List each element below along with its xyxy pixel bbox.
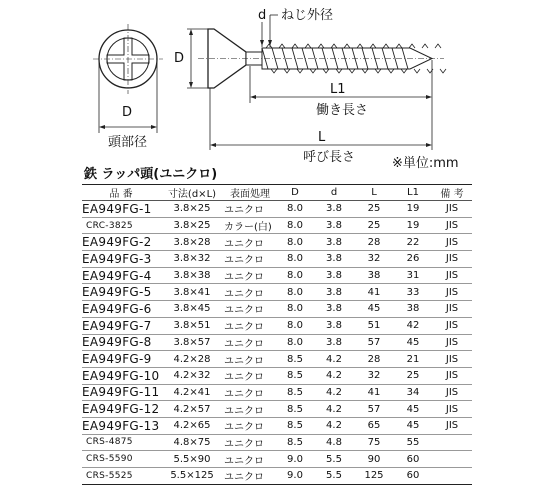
table-row <box>82 201 472 218</box>
cell-remarks: JIS <box>432 367 472 384</box>
cell-L: 28 <box>354 351 394 368</box>
cell-d: 3.8 <box>314 284 354 301</box>
cell-size: 5.5×90 <box>160 451 224 468</box>
cell-size: 3.8×25 <box>160 217 224 234</box>
cell-part-number: EA949FG-12 <box>82 402 160 417</box>
cell-L: 38 <box>354 267 394 284</box>
cell-d: 4.2 <box>314 351 354 368</box>
cell-L1: 22 <box>394 234 432 251</box>
cell-D: 8.0 <box>276 334 314 351</box>
cell-L: 57 <box>354 334 394 351</box>
cell-L: 57 <box>354 401 394 418</box>
cell-size: 3.8×28 <box>160 234 224 251</box>
cell-finish: ユニクロ <box>224 251 276 268</box>
table-row <box>82 317 472 334</box>
cell-part-number: EA949FG-4 <box>82 267 160 284</box>
cell-d: 3.8 <box>314 301 354 318</box>
cell-finish: ユニクロ <box>224 367 276 384</box>
cell-L: 51 <box>354 317 394 334</box>
cell-finish: ユニクロ <box>224 468 276 485</box>
cell-remarks: JIS <box>432 317 472 334</box>
cell-L: 65 <box>354 417 394 434</box>
table-row <box>82 217 472 234</box>
cell-finish: ユニクロ <box>224 317 276 334</box>
cell-L: 32 <box>354 251 394 268</box>
label-D-front: D <box>122 105 133 120</box>
cell-L1: 31 <box>394 267 432 284</box>
cell-L: 45 <box>354 301 394 318</box>
cell-finish: ユニクロ <box>224 434 276 451</box>
cell-L1: 45 <box>394 334 432 351</box>
label-thread-diameter: ねじ外径 <box>281 8 334 23</box>
cell-d: 4.2 <box>314 401 354 418</box>
cell-L: 75 <box>354 434 394 451</box>
cell-remarks: JIS <box>432 267 472 284</box>
cell-size: 3.8×57 <box>160 334 224 351</box>
table-row <box>82 401 472 418</box>
cell-L1: 25 <box>394 367 432 384</box>
label-D-side: D <box>174 51 185 66</box>
cell-L1: 60 <box>394 468 432 485</box>
table-row <box>82 384 472 401</box>
cell-d: 4.2 <box>314 417 354 434</box>
cell-part-number: EA949FG-9 <box>82 351 160 368</box>
cell-size: 3.8×41 <box>160 284 224 301</box>
cell-L1: 19 <box>394 217 432 234</box>
cell-L: 90 <box>354 451 394 468</box>
header-L1: L1 <box>394 185 432 201</box>
cell-part-number: EA949FG-11 <box>82 385 160 400</box>
cell-D: 8.0 <box>276 284 314 301</box>
cell-L1: 34 <box>394 384 432 401</box>
cell-finish: ユニクロ <box>224 284 276 301</box>
cell-D: 8.0 <box>276 234 314 251</box>
screw-diagram <box>0 0 540 170</box>
cell-finish: ユニクロ <box>224 384 276 401</box>
cell-d: 3.8 <box>314 334 354 351</box>
cell-finish: ユニクロ <box>224 201 276 218</box>
cell-finish: ユニクロ <box>224 301 276 318</box>
cell-remarks: JIS <box>432 217 472 234</box>
table-row <box>82 468 472 485</box>
cell-remarks: JIS <box>432 401 472 418</box>
header-size: 寸法(d×L) <box>160 185 224 201</box>
cell-L: 25 <box>354 217 394 234</box>
cell-L: 25 <box>354 201 394 218</box>
label-L: L <box>318 130 326 145</box>
cell-size: 4.2×32 <box>160 367 224 384</box>
cell-L1: 60 <box>394 451 432 468</box>
cell-d: 5.5 <box>314 468 354 485</box>
table-row <box>82 284 472 301</box>
cell-remarks: JIS <box>432 284 472 301</box>
cell-L1: 55 <box>394 434 432 451</box>
cell-part-number: EA949FG-13 <box>82 418 160 433</box>
table-row <box>82 451 472 468</box>
cell-size: 4.8×75 <box>160 434 224 451</box>
cell-d: 3.8 <box>314 201 354 218</box>
screw-side-view <box>187 15 446 150</box>
cell-remarks <box>432 434 472 451</box>
cell-d: 3.8 <box>314 317 354 334</box>
header-remarks: 備 考 <box>432 185 472 201</box>
label-d: d <box>258 8 267 23</box>
cell-D: 8.0 <box>276 301 314 318</box>
cell-size: 3.8×51 <box>160 317 224 334</box>
cell-d: 5.5 <box>314 451 354 468</box>
cell-D: 8.5 <box>276 401 314 418</box>
header-d: d <box>314 185 354 201</box>
cell-L1: 21 <box>394 351 432 368</box>
cell-remarks: JIS <box>432 201 472 218</box>
header-finish: 表面処理 <box>224 185 276 201</box>
cell-remarks <box>432 468 472 485</box>
cell-D: 8.0 <box>276 217 314 234</box>
cell-remarks: JIS <box>432 384 472 401</box>
label-head-diameter: 頭部径 <box>108 135 148 150</box>
cell-remarks: JIS <box>432 417 472 434</box>
cell-L: 41 <box>354 384 394 401</box>
cell-size: 4.2×41 <box>160 384 224 401</box>
cell-part-number: CRC-3825 <box>82 217 160 234</box>
cell-D: 8.5 <box>276 384 314 401</box>
cell-D: 8.5 <box>276 351 314 368</box>
cell-part-number: EA949FG-2 <box>82 234 160 251</box>
label-L1: L1 <box>330 82 346 97</box>
table-row <box>82 234 472 251</box>
table-row <box>82 251 472 268</box>
cell-L1: 45 <box>394 417 432 434</box>
cell-L: 125 <box>354 468 394 485</box>
cell-size: 4.2×65 <box>160 417 224 434</box>
unit-note: ※単位:mm <box>392 156 459 171</box>
cell-L: 32 <box>354 367 394 384</box>
cell-finish: ユニクロ <box>224 351 276 368</box>
cell-part-number: EA949FG-1 <box>82 201 160 218</box>
cell-d: 4.2 <box>314 367 354 384</box>
table-row <box>82 351 472 368</box>
cell-part-number: EA949FG-7 <box>82 317 160 334</box>
cell-size: 3.8×38 <box>160 267 224 284</box>
table-header-row <box>82 185 472 201</box>
cell-d: 3.8 <box>314 217 354 234</box>
cell-d: 4.2 <box>314 384 354 401</box>
cell-L: 28 <box>354 234 394 251</box>
cell-L1: 45 <box>394 401 432 418</box>
cell-finish: ユニクロ <box>224 417 276 434</box>
cell-part-number: CRS-5590 <box>82 451 160 468</box>
cell-L1: 42 <box>394 317 432 334</box>
cell-part-number: CRS-4875 <box>82 434 160 451</box>
cell-size: 3.8×25 <box>160 201 224 218</box>
cell-size: 4.2×57 <box>160 401 224 418</box>
cell-D: 8.0 <box>276 317 314 334</box>
cell-part-number: EA949FG-5 <box>82 284 160 301</box>
table-row <box>82 334 472 351</box>
cell-finish: カラー(白) <box>224 217 276 234</box>
cell-L1: 38 <box>394 301 432 318</box>
cell-d: 3.8 <box>314 267 354 284</box>
cell-L1: 33 <box>394 284 432 301</box>
cell-remarks: JIS <box>432 251 472 268</box>
cell-d: 3.8 <box>314 251 354 268</box>
cell-D: 8.0 <box>276 251 314 268</box>
cell-remarks: JIS <box>432 334 472 351</box>
cell-size: 3.8×32 <box>160 251 224 268</box>
cell-D: 8.5 <box>276 417 314 434</box>
cell-finish: ユニクロ <box>224 267 276 284</box>
cell-remarks: JIS <box>432 301 472 318</box>
table-row <box>82 434 472 451</box>
label-effective-length: 働き長さ <box>316 103 369 118</box>
cell-D: 9.0 <box>276 451 314 468</box>
cell-L: 41 <box>354 284 394 301</box>
cell-size: 5.5×125 <box>160 468 224 485</box>
cell-finish: ユニクロ <box>224 234 276 251</box>
cell-finish: ユニクロ <box>224 401 276 418</box>
cell-D: 8.5 <box>276 434 314 451</box>
cell-D: 8.0 <box>276 201 314 218</box>
cell-finish: ユニクロ <box>224 334 276 351</box>
table-row <box>82 267 472 284</box>
cell-part-number: EA949FG-8 <box>82 334 160 351</box>
cell-size: 3.8×45 <box>160 301 224 318</box>
cell-L1: 19 <box>394 201 432 218</box>
cell-D: 8.0 <box>276 267 314 284</box>
header-L: L <box>354 185 394 201</box>
cell-remarks <box>432 451 472 468</box>
cell-d: 3.8 <box>314 234 354 251</box>
spec-table <box>82 184 472 485</box>
cell-remarks: JIS <box>432 234 472 251</box>
header-D: D <box>276 185 314 201</box>
cell-D: 9.0 <box>276 468 314 485</box>
table-row <box>82 367 472 384</box>
cell-part-number: CRS-5525 <box>82 468 160 485</box>
cell-finish: ユニクロ <box>224 451 276 468</box>
label-nominal-length: 呼び長さ <box>303 150 356 165</box>
cell-part-number: EA949FG-10 <box>82 368 160 383</box>
cell-part-number: EA949FG-3 <box>82 251 160 268</box>
cell-remarks: JIS <box>432 351 472 368</box>
cell-D: 8.5 <box>276 367 314 384</box>
cell-d: 4.8 <box>314 434 354 451</box>
cell-part-number: EA949FG-6 <box>82 301 160 318</box>
cell-L1: 26 <box>394 251 432 268</box>
table-row <box>82 301 472 318</box>
table-title: 鉄 ラッパ頭(ユニクロ) <box>84 167 218 182</box>
table-row <box>82 417 472 434</box>
cell-size: 4.2×28 <box>160 351 224 368</box>
header-part-number: 品 番 <box>82 185 160 201</box>
